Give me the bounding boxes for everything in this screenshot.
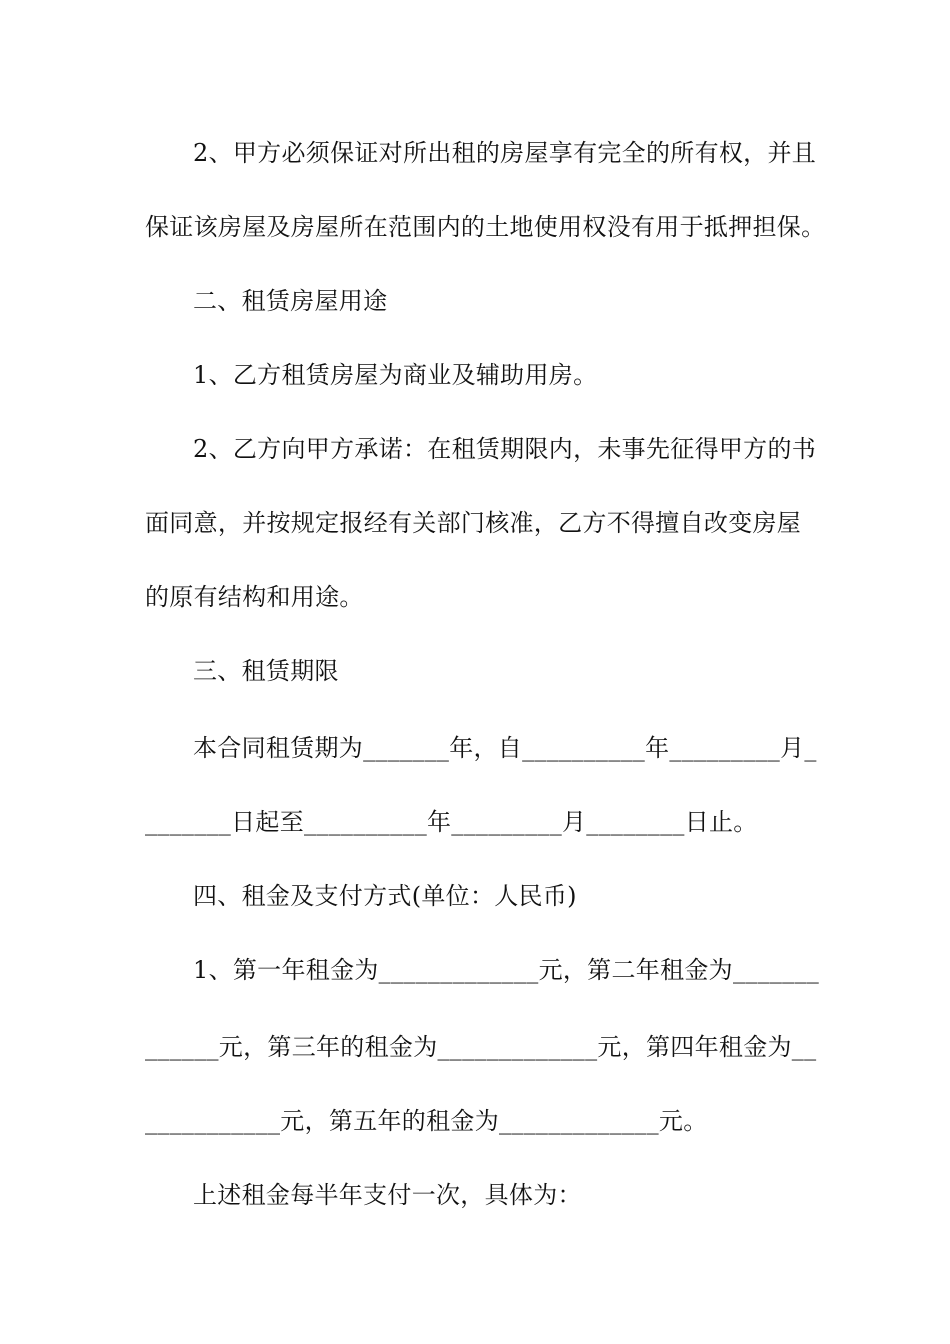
section-heading-rent: 四、租金及支付方式(单位：人民币) [193, 882, 577, 910]
rent-line-3: ___________元，第五年的租金为_____________元。 [145, 1107, 708, 1135]
clause-1-usage: 1、乙方租赁房屋为商业及辅助用房。 [193, 361, 598, 389]
term-line-2: _______日起至__________年_________月________日止。 [145, 808, 758, 836]
clause-2-ownership-line-2: 保证该房屋及房屋所在范围内的土地使用权没有用于抵押担保。 [145, 213, 826, 241]
clause-2-promise-line-1: 2、乙方向甲方承诺：在租赁期限内，未事先征得甲方的书 [193, 435, 817, 463]
payment-schedule-line: 上述租金每半年支付一次，具体为： [193, 1181, 582, 1209]
rent-line-2: ______元，第三年的租金为_____________元，第四年租金为__ [145, 1033, 817, 1061]
clause-2-promise-line-2: 面同意，并按规定报经有关部门核准，乙方不得擅自改变房屋 [145, 509, 802, 537]
clause-2-promise-line-3: 的原有结构和用途。 [145, 583, 364, 611]
term-line-1: 本合同租赁期为_______年，自__________年_________月_ [193, 734, 817, 762]
clause-2-ownership-line-1: 2、甲方必须保证对所出租的房屋享有完全的所有权，并且 [193, 139, 817, 167]
section-heading-usage: 二、租赁房屋用途 [193, 287, 388, 315]
section-heading-term: 三、租赁期限 [193, 657, 339, 685]
rent-line-1: 1、第一年租金为_____________元，第二年租金为_______ [193, 956, 820, 984]
